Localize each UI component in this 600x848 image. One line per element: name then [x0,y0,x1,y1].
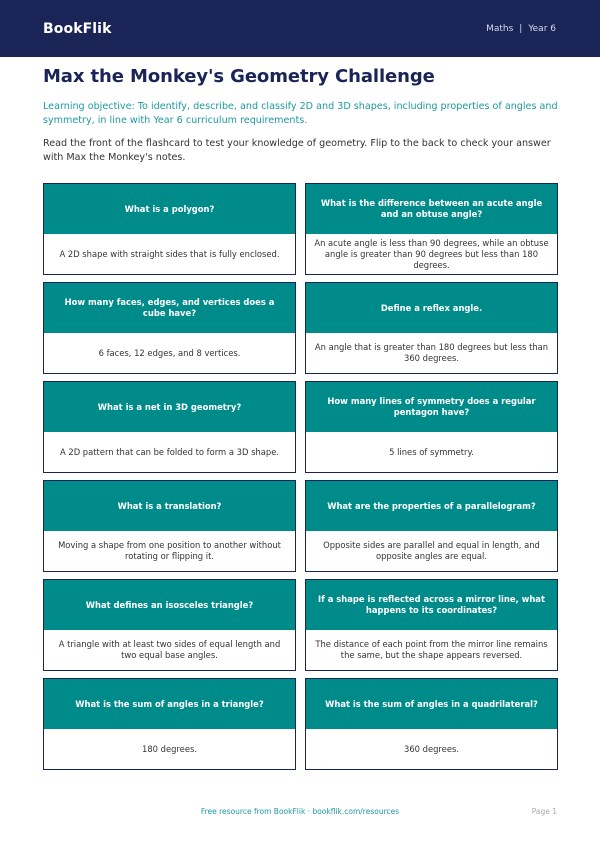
breadcrumb-year[interactable]: Year 6 [528,23,556,34]
flashcard[interactable] [43,579,296,671]
flashcard[interactable] [305,381,558,473]
footer-text[interactable]: Free resource from BookFlik · bookflik.com/resources [200,807,400,816]
flashcard[interactable] [43,480,296,572]
flashcard[interactable] [43,183,296,275]
flashcard-answer: 6 faces, 12 edges, and 8 vertices. [44,333,295,373]
brand-logo[interactable]: BookFlik [43,20,112,37]
flashcard-answer: A triangle with at least two sides of equal length and two equal base angles. [44,630,295,670]
flashcard[interactable] [305,183,558,275]
flashcard-answer: 360 degrees. [306,729,557,769]
breadcrumb-separator: | [519,23,523,34]
flashcard-question: What is a translation? [44,481,295,531]
instructions: Read the front of the flashcard to test your knowledge of geometry. Flip to the back to check your answer with Max the Monkey's notes. [43,138,551,163]
flashcard-answer: 5 lines of symmetry. [306,432,557,472]
breadcrumb [486,24,556,34]
flashcard-question: If a shape is reflected across a mirror line, what happens to its coordinates? [306,580,557,630]
flashcard-answer: 180 degrees. [44,729,295,769]
flashcard[interactable] [305,678,558,770]
flashcard[interactable] [305,480,558,572]
flashcard-question: What are the properties of a parallelogram? [306,481,557,531]
flashcard-question: Define a reflex angle. [306,283,557,333]
flashcard-question: How many faces, edges, and vertices does a cube have? [44,283,295,333]
flashcard[interactable] [43,678,296,770]
flashcard-question: What is the difference between an acute angle and an obtuse angle? [306,184,557,234]
flashcard-answer: An angle that is greater than 180 degrees but less than 360 degrees. [306,333,557,373]
flashcard-answer: Opposite sides are parallel and equal in length, and opposite angles are equal. [306,531,557,571]
flashcard-question: What defines an isosceles triangle? [44,580,295,630]
flashcard-question: What is the sum of angles in a triangle? [44,679,295,729]
header-bar [0,0,600,57]
flashcard-question: How many lines of symmetry does a regular pentagon have? [306,382,557,432]
flashcard[interactable] [305,282,558,374]
breadcrumb-subject[interactable]: Maths [486,23,514,34]
flashcard-answer: The distance of each point from the mirror line remains the same, but the shape appears reversed. [306,630,557,670]
flashcard-question: What is a polygon? [44,184,295,234]
flashcard-question: What is the sum of angles in a quadrilateral? [306,679,557,729]
flashcard-question: What is a net in 3D geometry? [44,382,295,432]
flashcard-answer: An acute angle is less than 90 degrees, while an obtuse angle is greater than 90 degrees but less than 180 degrees. [306,234,557,274]
flashcard-answer: A 2D shape with straight sides that is fully enclosed. [44,234,295,274]
flashcard[interactable] [43,282,296,374]
flashcard[interactable] [43,381,296,473]
learning-objective: Learning objective: To identify, describe, and classify 2D and 3D shapes, including properties of angles and symmetry, in line with Year 6 curriculum requirements. [43,101,558,126]
flashcard-answer: A 2D pattern that can be folded to form a 3D shape. [44,432,295,472]
page-title: Max the Monkey's Geometry Challenge [43,66,435,87]
page-number: Page 1 [531,807,557,816]
flashcard[interactable] [305,579,558,671]
flashcard-answer: Moving a shape from one position to another without rotating or flipping it. [44,531,295,571]
flashcard-grid [43,183,558,770]
